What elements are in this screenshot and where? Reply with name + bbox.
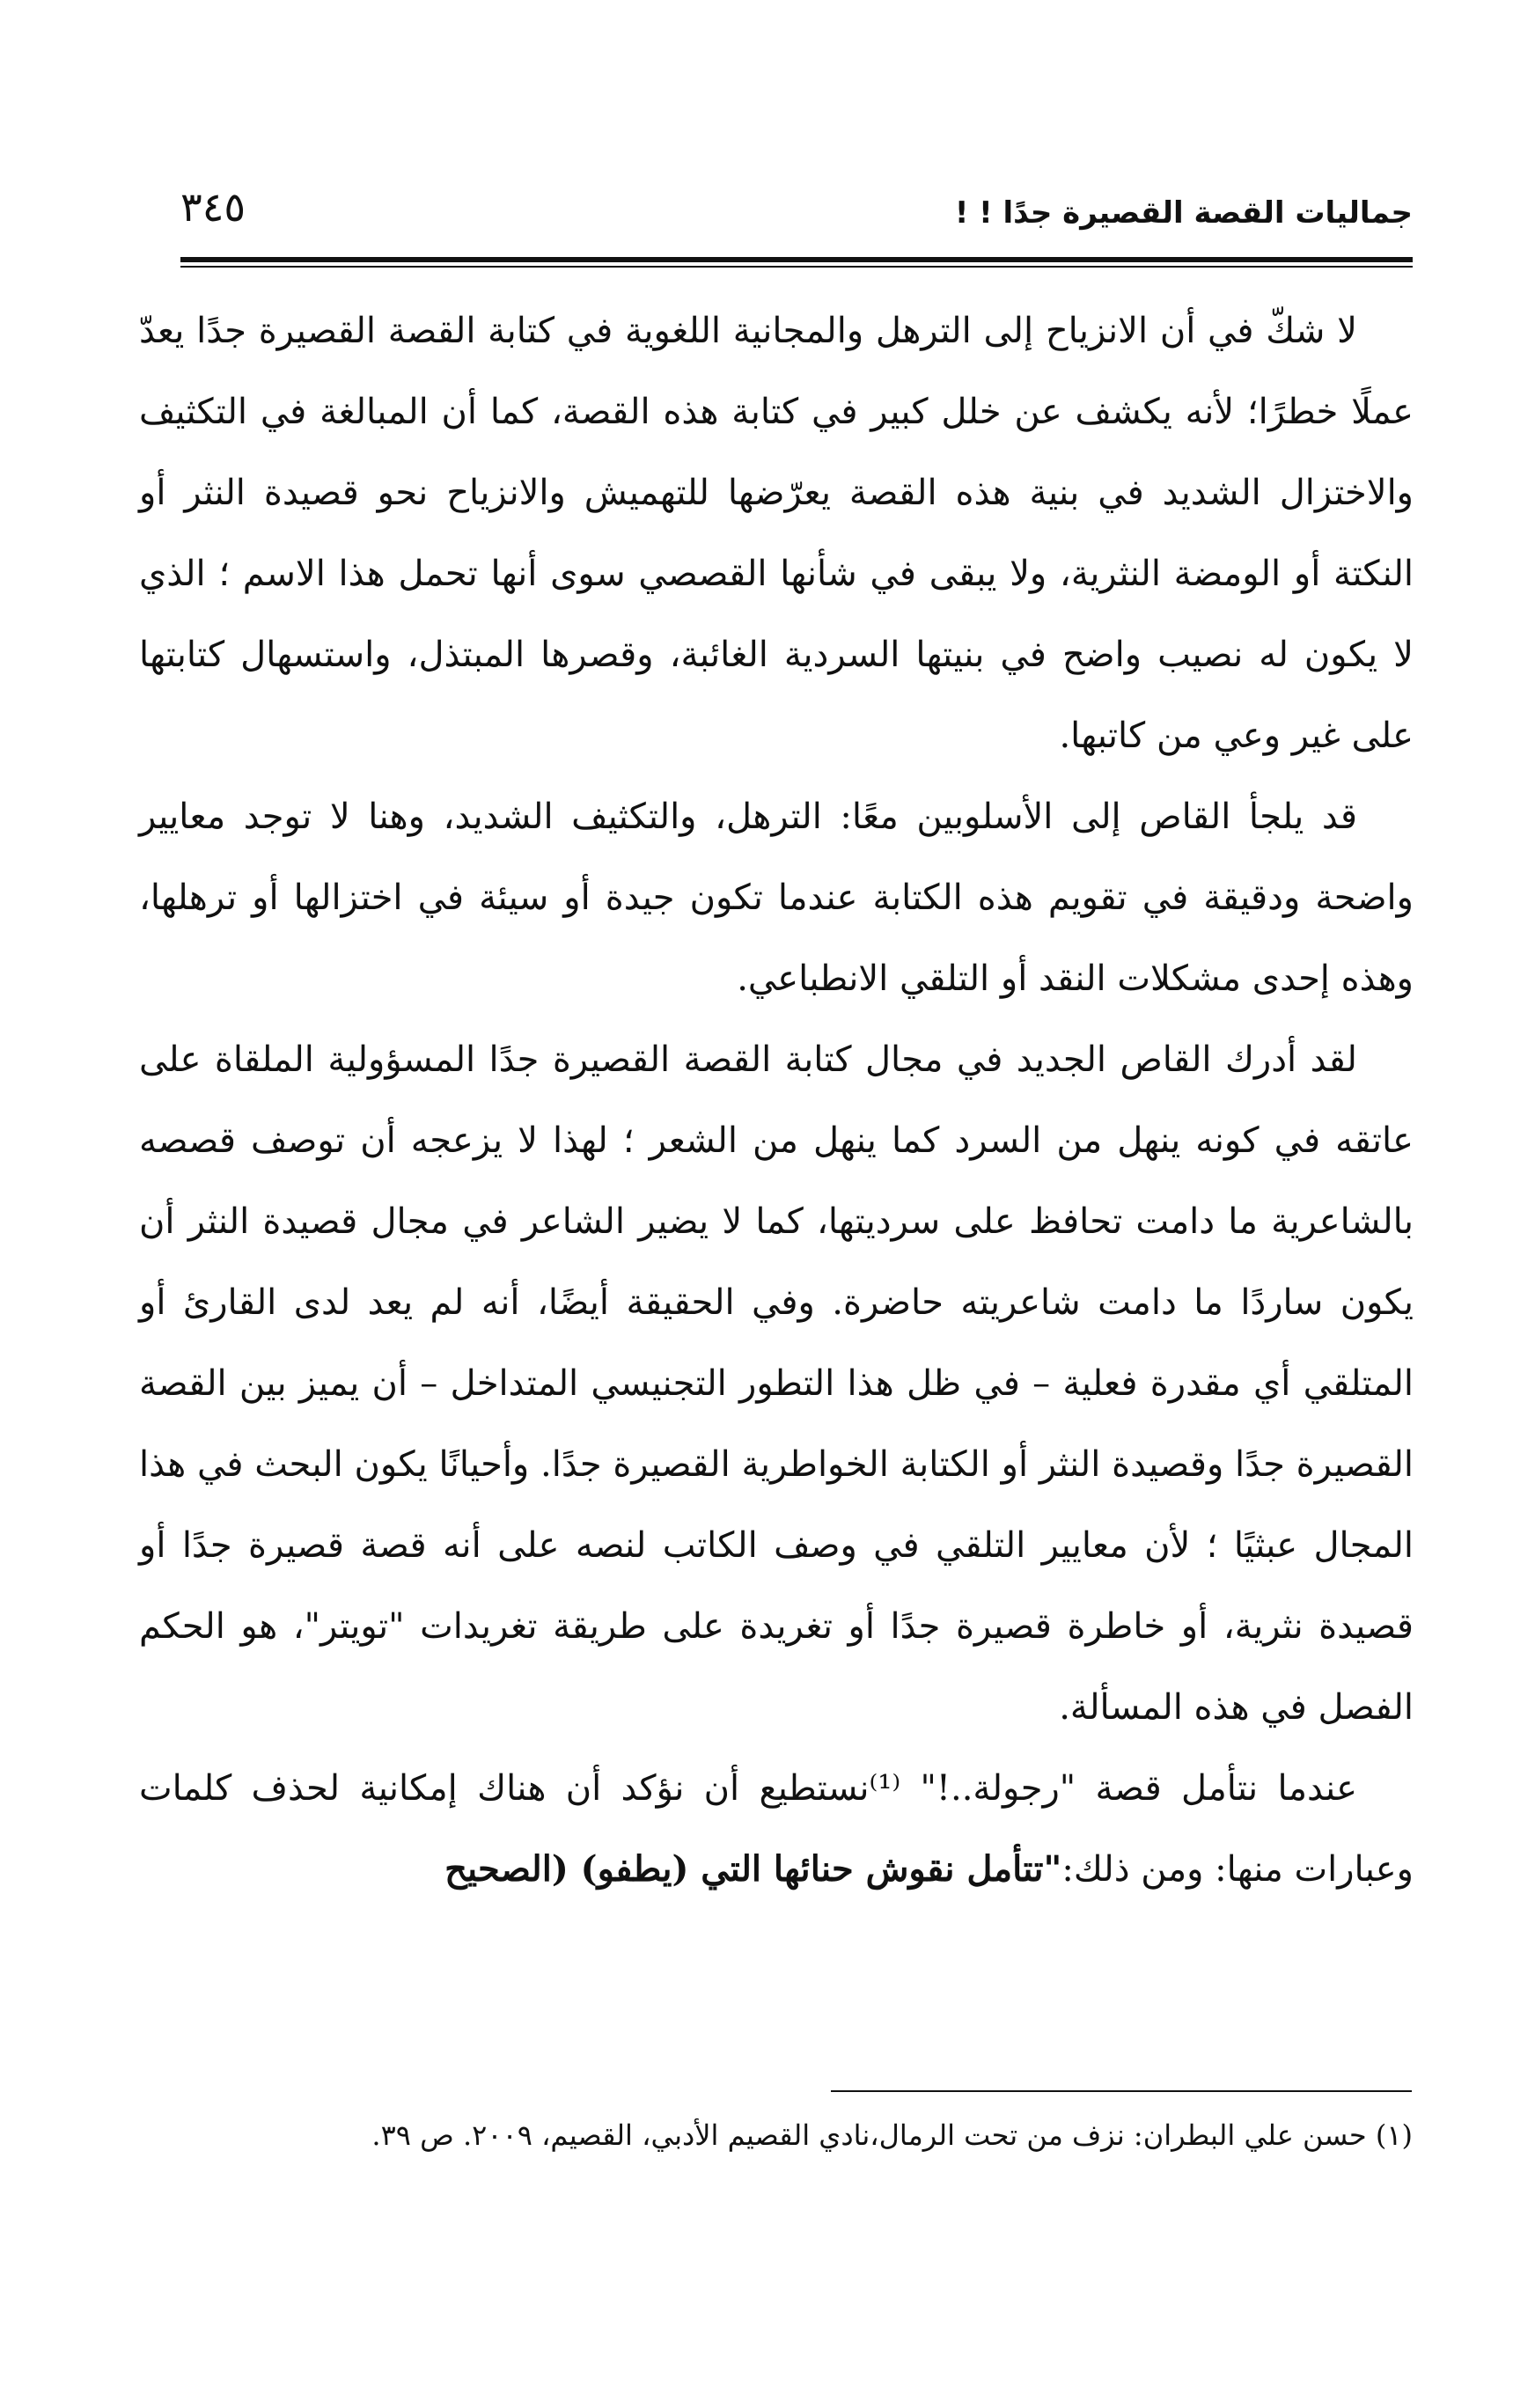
paragraph-4-bold-quote: "تتأمل نقوش حنائها التي (يطفو) (الصحيح <box>444 1848 1062 1890</box>
paragraph-1: لا شكّ في أن الانزياح إلى الترهل والمجانية اللغوية في كتابة القصة القصيرة جدًا يعدّ عملًا خطرًا؛ لأنه يكشف عن خلل كبير في كتابة هذه القصة، كما أن المبالغة في التكثيف والاختزال الشديد في بنية هذه القصة يعرّضها للتهميش والانزياح نحو قصيدة النثر أو النكتة أو الومضة النثرية، ولا يبقى في شأنها القصصي سوى أنها تحمل هذا الاسم ؛ الذي لا يكون له نصيب واضح في بنيتها السردية الغائبة، وقصرها المبتذل، واستسهال كتابتها على غير وعي من كاتبها. <box>139 311 1414 756</box>
header-rule-thin <box>180 266 1413 268</box>
paragraph-4 <box>139 1748 1414 1910</box>
footnote-rule <box>831 2090 1412 2092</box>
page-number: ٣٤٥ <box>180 183 246 231</box>
paragraph-2: قد يلجأ القاص إلى الأسلوبين معًا: الترهل، والتكثيف الشديد، وهنا لا توجد معايير واضحة ودقيقة في تقويم هذه الكتابة عندما تكون جيدة أو سيئة في اختزالها أو ترهلها، وهذه إحدى مشكلات النقد أو التلقي الانطباعي. <box>139 797 1414 999</box>
body-text <box>139 290 1414 1910</box>
running-title: جماليات القصة القصيرة جدًا ! ! <box>954 195 1413 231</box>
paragraph-3: لقد أدرك القاص الجديد في مجال كتابة القصة القصيرة جدًا المسؤولية الملقاة على عاتقه في كونه ينهل من السرد كما ينهل من الشعر ؛ لهذا لا يزعجه أن توصف قصصه بالشاعرية ما دامت تحافظ على سرديتها، كما لا يضير الشاعر في مجال قصيدة النثر أن يكون ساردًا ما دامت شاعريته حاضرة. وفي الحقيقة أيضًا، أنه لم يعد لدى القارئ أو المتلقي أي مقدرة فعلية – في ظل هذا التطور التجنيسي المتداخل – أن يميز بين القصة القصيرة جدًا وقصيدة النثر أو الكتابة الخواطرية القصيرة جدًا. وأحيانًا يكون البحث في هذا المجال عبثيًا ؛ لأن معايير التلقي في وصف الكاتب لنصه على أنه قصة قصيرة جدًا أو قصيدة نثرية، أو خاطرة قصيرة جدًا أو تغريدة على طريقة تغريدات "تويتر"، هو الحكم الفصل في هذه المسألة. <box>139 1039 1414 1728</box>
header-rule-thick <box>180 257 1413 262</box>
paragraph-4-text: عندما نتأمل قصة "رجولة..!" ⁽¹⁾نستطيع أن نؤكد أن هناك إمكانية لحذف كلمات وعبارات منها: ومن ذلك: <box>139 1768 1414 1890</box>
footnote: (١) حسن علي البطران: نزف من تحت الرمال،نادي القصيم الأدبي، القصيم، ٢٠٠٩. ص ٣٩. <box>371 2118 1413 2152</box>
page-header <box>180 176 1413 238</box>
